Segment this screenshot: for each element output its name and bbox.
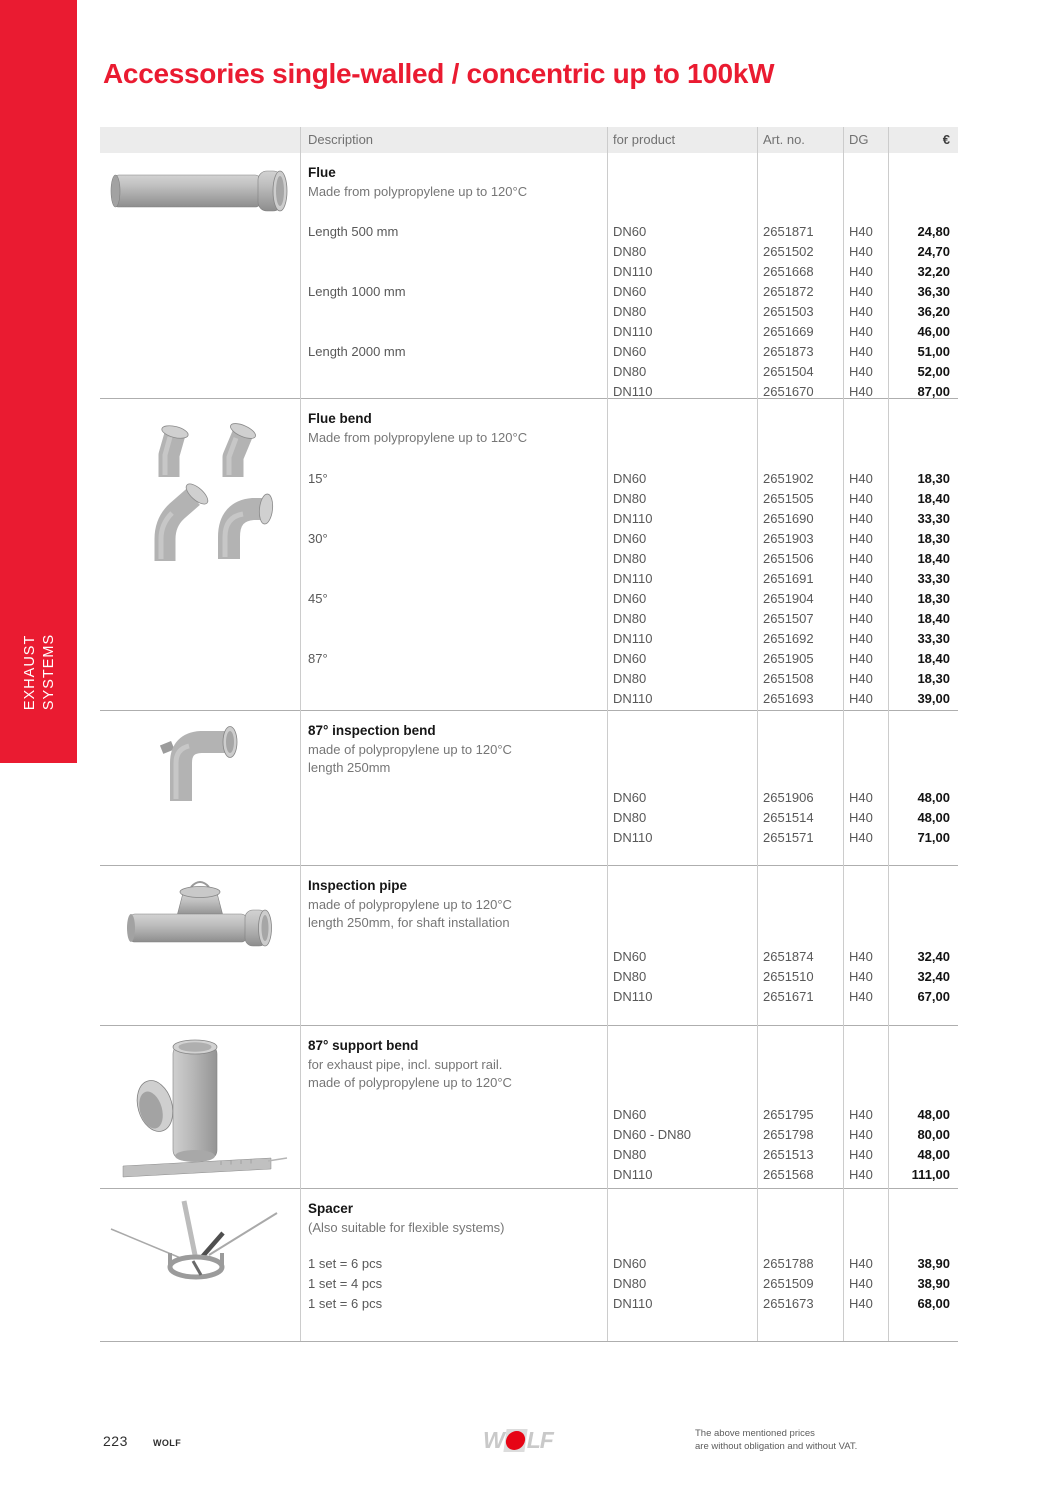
cell-dg: H40: [849, 651, 873, 666]
cell-label: [300, 1105, 607, 1125]
section-title: 87° support bend: [308, 1038, 419, 1053]
cell-label: 30°: [308, 531, 328, 546]
accessories-table: [100, 127, 958, 1342]
side-tab-label: [21, 634, 59, 710]
table-row: [300, 947, 958, 967]
cell-price: 18,40: [917, 551, 950, 566]
cell-dg: H40: [849, 611, 873, 626]
cell-price: 87,00: [917, 384, 950, 399]
cell-product: DN80: [613, 671, 647, 686]
cell-label: [300, 509, 607, 529]
cell-dg: H40: [849, 491, 873, 506]
cell-art: 2651507: [763, 611, 814, 626]
section-spacer: [100, 1188, 958, 1341]
cell-product: DN80: [613, 304, 647, 319]
footer-price-note-line1: The above mentioned prices: [695, 1428, 815, 1439]
cell-product: DN80: [613, 551, 647, 566]
cell-art: 2651904: [763, 591, 814, 606]
header-currency: €: [942, 132, 950, 147]
section-rows: [300, 469, 958, 709]
cell-art: 2651872: [763, 284, 814, 299]
cell-dg: H40: [849, 511, 873, 526]
table-row: [300, 669, 958, 689]
cell-price: 48,00: [917, 790, 950, 805]
cell-product: DN110: [613, 384, 653, 399]
cell-dg: H40: [849, 344, 873, 359]
cell-price: 39,00: [917, 691, 950, 706]
table-row: [300, 589, 958, 609]
cell-product: DN110: [613, 324, 653, 339]
cell-art: 2651670: [763, 384, 814, 399]
exhaust-systems-side-tab: [0, 0, 77, 763]
cell-dg: H40: [849, 1276, 873, 1291]
cell-price: 32,20: [917, 264, 950, 279]
table-row: [300, 629, 958, 649]
cell-art: 2651871: [763, 224, 814, 239]
section-title: Inspection pipe: [308, 878, 408, 893]
cell-price: 18,40: [917, 651, 950, 666]
cell-price: 18,40: [917, 491, 950, 506]
cell-product: DN110: [613, 571, 653, 586]
table-row: [300, 469, 958, 489]
cell-dg: H40: [849, 949, 873, 964]
cell-product: DN60: [613, 790, 647, 805]
page-number: 223: [103, 1433, 128, 1449]
cell-label: 45°: [308, 591, 328, 606]
section-subtitle: Made from polypropylene up to 120°C: [308, 184, 528, 199]
footer-price-note: [695, 1427, 857, 1453]
cell-label: [300, 987, 607, 1007]
cell-price: 32,40: [917, 969, 950, 984]
cell-product: DN60: [613, 1107, 647, 1122]
cell-price: 32,40: [917, 949, 950, 964]
cell-art: 2651502: [763, 244, 814, 259]
section-spacer-head: [308, 1201, 600, 1237]
cell-label: [300, 549, 607, 569]
table-row: [300, 1125, 958, 1145]
cell-art: 2651504: [763, 364, 814, 379]
cell-label: [300, 788, 607, 808]
cell-price: 33,30: [917, 571, 950, 586]
cell-dg: H40: [849, 1147, 873, 1162]
cell-label: [300, 828, 607, 848]
column-divider: [607, 127, 608, 1341]
cell-art: 2651673: [763, 1296, 814, 1311]
cell-product: DN60: [613, 224, 647, 239]
section-rows: [300, 222, 958, 402]
cell-dg: H40: [849, 631, 873, 646]
cell-product: DN110: [613, 264, 653, 279]
cell-price: 33,30: [917, 511, 950, 526]
cell-product: DN110: [613, 1167, 653, 1182]
section-rows: [300, 1254, 958, 1314]
table-row: [300, 302, 958, 322]
cell-price: 48,00: [917, 810, 950, 825]
cell-art: 2651902: [763, 471, 814, 486]
column-divider: [888, 127, 889, 1341]
cell-art: 2651506: [763, 551, 814, 566]
section-inspection-bend: [100, 710, 958, 865]
section-subtitle: made of polypropylene up to 120°C: [308, 742, 512, 757]
cell-product: DN60: [613, 344, 647, 359]
inspection-bend-image: [100, 711, 300, 865]
cell-price: 36,20: [917, 304, 950, 319]
cell-product: DN60: [613, 591, 647, 606]
cell-dg: H40: [849, 551, 873, 566]
cell-dg: H40: [849, 284, 873, 299]
cell-label: [300, 262, 607, 282]
cell-price: 80,00: [917, 1127, 950, 1142]
table-row: [300, 808, 958, 828]
column-divider: [300, 127, 301, 1341]
cell-product: DN80: [613, 244, 647, 259]
table-row: [300, 322, 958, 342]
table-row: [300, 1274, 958, 1294]
cell-price: 51,00: [917, 344, 950, 359]
header-dg: DG: [849, 132, 869, 147]
cell-art: 2651669: [763, 324, 814, 339]
cell-price: 46,00: [917, 324, 950, 339]
cell-art: 2651795: [763, 1107, 814, 1122]
cell-art: 2651873: [763, 344, 814, 359]
table-row: [300, 1254, 958, 1274]
section-title: Flue: [308, 165, 336, 180]
cell-price: 38,90: [917, 1256, 950, 1271]
header-art-no: Art. no.: [763, 132, 805, 147]
section-subtitle: length 250mm, for shaft installation: [308, 915, 510, 930]
cell-dg: H40: [849, 1167, 873, 1182]
cell-art: 2651691: [763, 571, 814, 586]
cell-art: 2651668: [763, 264, 814, 279]
section-subtitle: made of polypropylene up to 120°C: [308, 1075, 512, 1090]
section-title: Spacer: [308, 1201, 354, 1216]
cell-product: DN110: [613, 631, 653, 646]
cell-dg: H40: [849, 264, 873, 279]
cell-label: [300, 489, 607, 509]
cell-product: DN80: [613, 491, 647, 506]
column-divider: [757, 127, 758, 1341]
cell-dg: H40: [849, 810, 873, 825]
cell-art: 2651903: [763, 531, 814, 546]
cell-price: 111,00: [911, 1167, 950, 1182]
spacer-image: [100, 1189, 300, 1341]
cell-dg: H40: [849, 969, 873, 984]
section-subtitle: Made from polypropylene up to 120°C: [308, 430, 528, 445]
cell-product: DN80: [613, 1147, 647, 1162]
cell-dg: H40: [849, 244, 873, 259]
cell-product: DN60 - DN80: [613, 1127, 692, 1142]
cell-art: 2651690: [763, 511, 814, 526]
table-row: [300, 1145, 958, 1165]
cell-price: 18,30: [917, 471, 950, 486]
table-row: [300, 509, 958, 529]
cell-label: 1 set = 6 pcs: [308, 1256, 383, 1271]
cell-dg: H40: [849, 384, 873, 399]
cell-art: 2651509: [763, 1276, 814, 1291]
cell-product: DN110: [613, 989, 653, 1004]
cell-product: DN60: [613, 1256, 647, 1271]
table-row: [300, 788, 958, 808]
cell-price: 68,00: [917, 1296, 950, 1311]
cell-label: 1 set = 6 pcs: [308, 1296, 383, 1311]
section-inspection-bend-head: [308, 723, 600, 777]
cell-price: 71,00: [917, 830, 950, 845]
cell-product: DN80: [613, 611, 647, 626]
section-inspection-pipe: [100, 865, 958, 1025]
wolf-logo-letters-lf: LF: [526, 1427, 553, 1453]
cell-art: 2651503: [763, 304, 814, 319]
table-row: [300, 649, 958, 669]
cell-dg: H40: [849, 571, 873, 586]
section-rows: [300, 1105, 958, 1185]
cell-product: DN60: [613, 471, 647, 486]
cell-label: 1 set = 4 pcs: [308, 1276, 383, 1291]
cell-dg: H40: [849, 224, 873, 239]
cell-price: 36,30: [917, 284, 950, 299]
cell-label: Length 500 mm: [308, 224, 399, 239]
cell-product: DN110: [613, 830, 653, 845]
cell-product: DN110: [613, 511, 653, 526]
section-support-bend: [100, 1025, 958, 1188]
cell-dg: H40: [849, 1127, 873, 1142]
cell-price: 24,80: [917, 224, 950, 239]
cell-art: 2651571: [763, 830, 814, 845]
header-for-product: for product: [613, 132, 676, 147]
cell-label: [300, 242, 607, 262]
cell-dg: H40: [849, 304, 873, 319]
inspection-pipe-image: [100, 866, 300, 1025]
cell-label: [300, 669, 607, 689]
cell-art: 2651692: [763, 631, 814, 646]
cell-label: [300, 1165, 607, 1185]
cell-label: [300, 362, 607, 382]
cell-label: 15°: [308, 471, 328, 486]
cell-product: DN60: [613, 651, 647, 666]
flue-bends-image: [100, 399, 300, 710]
cell-label: [300, 808, 607, 828]
cell-art: 2651514: [763, 810, 814, 825]
cell-price: 18,30: [917, 591, 950, 606]
section-title: Flue bend: [308, 411, 372, 426]
cell-dg: H40: [849, 591, 873, 606]
cell-dg: H40: [849, 989, 873, 1004]
cell-dg: H40: [849, 471, 873, 486]
cell-dg: H40: [849, 671, 873, 686]
cell-label: [300, 302, 607, 322]
cell-price: 48,00: [917, 1107, 950, 1122]
cell-price: 18,30: [917, 671, 950, 686]
cell-label: Length 2000 mm: [308, 344, 406, 359]
table-row: [300, 967, 958, 987]
cell-art: 2651874: [763, 949, 814, 964]
table-row: [300, 569, 958, 589]
cell-label: 87°: [308, 651, 328, 666]
footer-price-note-line2: are without obligation and without VAT.: [695, 1441, 858, 1452]
cell-price: 52,00: [917, 364, 950, 379]
section-rows: [300, 947, 958, 1007]
table-row: [300, 362, 958, 382]
table-row: [300, 1294, 958, 1314]
section-flue: [100, 153, 958, 398]
cell-label: [300, 967, 607, 987]
wolf-logo-o-icon: [503, 1429, 527, 1452]
wolf-logo: [483, 1428, 553, 1452]
flue-pipe-image: [100, 153, 300, 398]
table-row: [300, 1165, 958, 1185]
side-tab-label-line2: SYSTEMS: [41, 633, 57, 711]
cell-art: 2651788: [763, 1256, 814, 1271]
table-row: [300, 828, 958, 848]
cell-dg: H40: [849, 1256, 873, 1271]
cell-price: 24,70: [917, 244, 950, 259]
cell-dg: H40: [849, 1107, 873, 1122]
cell-label: [300, 947, 607, 967]
cell-product: DN80: [613, 969, 647, 984]
cell-dg: H40: [849, 324, 873, 339]
cell-price: 48,00: [917, 1147, 950, 1162]
cell-dg: H40: [849, 1296, 873, 1311]
header-description: Description: [308, 132, 374, 147]
section-flue-bend-head: [308, 411, 600, 447]
cell-label: [300, 1125, 607, 1145]
header-image-column: [100, 127, 300, 153]
cell-label: Length 1000 mm: [308, 284, 406, 299]
page-title: Accessories single-walled / concentric up to 100kW: [103, 58, 775, 89]
section-subtitle: (Also suitable for flexible systems): [308, 1220, 505, 1235]
cell-label: [300, 609, 607, 629]
cell-art: 2651505: [763, 491, 814, 506]
table-row: [300, 609, 958, 629]
section-inspection-pipe-head: [308, 878, 600, 932]
cell-art: 2651906: [763, 790, 814, 805]
support-bend-image: [100, 1026, 300, 1188]
table-row: [300, 689, 958, 709]
wolf-logo-letter-w: W: [483, 1427, 504, 1453]
cell-art: 2651905: [763, 651, 814, 666]
section-subtitle: made of polypropylene up to 120°C: [308, 897, 512, 912]
cell-dg: H40: [849, 830, 873, 845]
cell-art: 2651798: [763, 1127, 814, 1142]
cell-art: 2651510: [763, 969, 814, 984]
cell-dg: H40: [849, 790, 873, 805]
table-row: [300, 549, 958, 569]
cell-dg: H40: [849, 691, 873, 706]
section-title: 87° inspection bend: [308, 723, 436, 738]
cell-product: DN60: [613, 284, 647, 299]
cell-price: 67,00: [917, 989, 950, 1004]
cell-product: DN110: [613, 691, 653, 706]
section-flue-head: [308, 165, 600, 201]
cell-label: [300, 689, 607, 709]
cell-art: 2651671: [763, 989, 814, 1004]
table-row: [300, 242, 958, 262]
cell-price: 33,30: [917, 631, 950, 646]
cell-art: 2651693: [763, 691, 814, 706]
section-subtitle: for exhaust pipe, incl. support rail.: [308, 1057, 503, 1072]
cell-label: [300, 569, 607, 589]
table-header-row: [100, 127, 958, 153]
cell-price: 18,40: [917, 611, 950, 626]
cell-product: DN80: [613, 1276, 647, 1291]
wolf-logo-red-dot-icon: [504, 1431, 526, 1450]
footer-brand: WOLF: [153, 1438, 182, 1448]
table-row: [300, 489, 958, 509]
cell-art: 2651513: [763, 1147, 814, 1162]
table-row: [300, 342, 958, 362]
section-support-bend-head: [308, 1038, 600, 1092]
table-row: [300, 222, 958, 242]
section-flue-bend: [100, 398, 958, 710]
side-tab-label-line1: EXHAUST: [22, 634, 38, 711]
cell-product: DN80: [613, 810, 647, 825]
cell-art: 2651508: [763, 671, 814, 686]
cell-dg: H40: [849, 364, 873, 379]
table-row: [300, 1105, 958, 1125]
table-row: [300, 987, 958, 1007]
cell-label: [300, 629, 607, 649]
column-divider: [843, 127, 844, 1341]
cell-product: DN60: [613, 531, 647, 546]
cell-art: 2651568: [763, 1167, 814, 1182]
section-subtitle: length 250mm: [308, 760, 391, 775]
cell-label: [300, 322, 607, 342]
section-rows: [300, 788, 958, 848]
cell-price: 18,30: [917, 531, 950, 546]
cell-label: [300, 1145, 607, 1165]
cell-dg: H40: [849, 531, 873, 546]
cell-price: 38,90: [917, 1276, 950, 1291]
cell-product: DN80: [613, 364, 647, 379]
table-row: [300, 262, 958, 282]
table-row: [300, 282, 958, 302]
table-row: [300, 529, 958, 549]
cell-product: DN60: [613, 949, 647, 964]
cell-product: DN110: [613, 1296, 653, 1311]
